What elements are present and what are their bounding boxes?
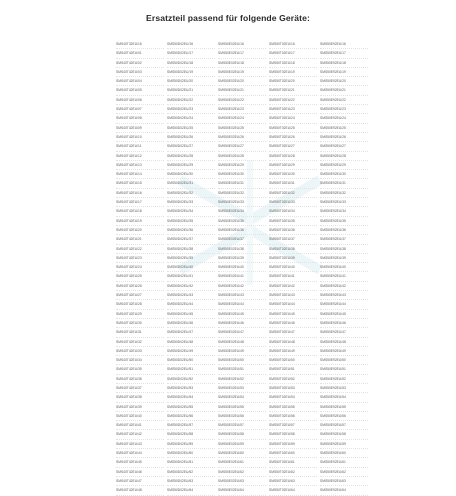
model-number: SMS40T42EU/26 [116,282,164,291]
model-number: SMS50E92EU/40 [320,263,368,272]
model-number: SMS50D02EU/35 [167,217,215,226]
model-number: SMS40T42EU/18 [116,207,164,216]
model-number: SMS40T42EU/42 [116,430,164,439]
model-number: SMS50T02EU/51 [269,365,317,374]
model-number: SMS50T02EU/17 [269,49,317,58]
model-number: SMS50T02EU/53 [269,384,317,393]
model-number: SMS50E02EU/50 [218,356,266,365]
model-number: SMS50E92EU/46 [320,319,368,328]
model-number: SMS50T02EU/24 [269,114,317,123]
model-number: SMS40T42EU/22 [116,245,164,254]
model-column [320,40,368,496]
model-number: SMS50E02EU/41 [218,272,266,281]
model-number: SMS50T02EU/27 [269,142,317,151]
model-number: SMS50T02EU/19 [269,68,317,77]
model-number: SMS50T02EU/60 [269,449,317,458]
model-number: SMS40T42EU/10 [116,133,164,142]
model-number: SMS50E02EU/29 [218,161,266,170]
model-number: SMS50D02EU/30 [167,170,215,179]
model-number: SMS40T42EU/30 [116,319,164,328]
model-number: SMS50E92EU/54 [320,393,368,402]
model-number: SMS50E92EU/57 [320,421,368,430]
model-number: SMS50T02EU/39 [269,254,317,263]
model-number: SMS50E02EU/58 [218,430,266,439]
model-number: SMS50D02EU/28 [167,152,215,161]
model-number: SMS50E02EU/42 [218,282,266,291]
model-number: SMS50D02EU/33 [167,198,215,207]
model-number: SMS50E92EU/48 [320,338,368,347]
model-number: SMS50D02EU/58 [167,430,215,439]
model-number: SMS50T02EU/30 [269,170,317,179]
model-number: SMS50E92EU/38 [320,245,368,254]
model-number: SMS50E92EU/53 [320,384,368,393]
model-number: SMS50E02EU/27 [218,142,266,151]
model-number: SMS50E92EU/17 [320,49,368,58]
model-number: SMS50E92EU/22 [320,96,368,105]
model-number: SMS50T02EU/32 [269,189,317,198]
model-number: SMS50D02EU/53 [167,384,215,393]
model-number: SMS50D02EU/34 [167,207,215,216]
model-number: SMS50T02EU/38 [269,245,317,254]
model-number: SMS40T42EU/25 [116,272,164,281]
model-number: SMS50E02EU/34 [218,207,266,216]
model-number: SMS50D02EU/47 [167,328,215,337]
model-number: SMS40T42EU/45 [116,458,164,467]
model-number: SMS50E02EU/39 [218,254,266,263]
model-number: SMS50T02EU/41 [269,272,317,281]
model-number: SMS50D02EU/64 [167,486,215,495]
model-number: SMS50E92EU/44 [320,300,368,309]
model-number: SMS50E92EU/37 [320,235,368,244]
model-number: SMS50T02EU/62 [269,468,317,477]
model-number: SMS50E92EU/52 [320,375,368,384]
model-number: SMS40T42EU/40 [116,412,164,421]
model-number: SMS50E02EU/31 [218,179,266,188]
model-number: SMS40T42EU/01 [116,49,164,58]
page-title: Ersatzteil passend für folgende Geräte: [146,13,310,23]
model-number: SMS50E92EU/59 [320,440,368,449]
model-number: SMS50E92EU/35 [320,217,368,226]
model-number: SMS50E92EU/58 [320,430,368,439]
model-number: SMS40T42EU/05 [116,86,164,95]
model-number: SMS50D02EU/55 [167,403,215,412]
model-number: SMS50E02EU/45 [218,310,266,319]
model-number: SMS40T32EU/16 [116,40,164,49]
model-number: SMS50D02EU/27 [167,142,215,151]
model-table [116,40,368,496]
model-number: SMS50D02EU/59 [167,440,215,449]
model-number: SMS50E02EU/38 [218,245,266,254]
model-number: SMS50E92EU/33 [320,198,368,207]
model-number: SMS50E02EU/51 [218,365,266,374]
model-number: SMS40T42EU/44 [116,449,164,458]
model-number: SMS50E92EU/23 [320,105,368,114]
model-number: SMS50T02EU/48 [269,338,317,347]
model-number: SMS50D02EU/57 [167,421,215,430]
model-number: SMS50T02EU/43 [269,291,317,300]
model-number: SMS40T42EU/43 [116,440,164,449]
model-number: SMS40T42EU/09 [116,124,164,133]
model-number: SMS50T02EU/46 [269,319,317,328]
model-number: SMS50T02EU/37 [269,235,317,244]
model-number: SMS50T02EU/42 [269,282,317,291]
model-number: SMS50E02EU/60 [218,449,266,458]
model-number: SMS50T02EU/64 [269,486,317,495]
model-number: SMS50D02EU/41 [167,272,215,281]
model-number: SMS50E92EU/20 [320,77,368,86]
model-number: SMS40T42EU/41 [116,421,164,430]
model-number: SMS50E02EU/59 [218,440,266,449]
model-number: SMS50E02EU/25 [218,124,266,133]
model-number: SMS50T02EU/29 [269,161,317,170]
model-number: SMS50D02EU/32 [167,189,215,198]
model-column [167,40,215,496]
model-number: SMS50D02EU/29 [167,161,215,170]
model-number: SMS50E92EU/60 [320,449,368,458]
model-number: SMS40T42EU/36 [116,375,164,384]
model-number: SMS50E02EU/53 [218,384,266,393]
model-number: SMS40T42EU/23 [116,254,164,263]
model-number: SMS40T42EU/38 [116,393,164,402]
model-number: SMS40T42EU/32 [116,338,164,347]
model-number: SMS50E92EU/27 [320,142,368,151]
model-number: SMS50E02EU/61 [218,458,266,467]
model-number: SMS50T02EU/45 [269,310,317,319]
model-number: SMS50D02EU/40 [167,263,215,272]
model-number: SMS50E92EU/30 [320,170,368,179]
model-number: SMS50E92EU/43 [320,291,368,300]
model-number: SMS40T42EU/29 [116,310,164,319]
model-number: SMS50E02EU/30 [218,170,266,179]
model-number: SMS50D02EU/21 [167,86,215,95]
model-number: SMS40T42EU/07 [116,105,164,114]
model-number: SMS50T02EU/50 [269,356,317,365]
model-number: SMS40T42EU/06 [116,96,164,105]
model-number: SMS50D02EU/24 [167,114,215,123]
model-number: SMS40T42EU/17 [116,198,164,207]
model-number: SMS50E92EU/41 [320,272,368,281]
model-number: SMS40T42EU/35 [116,365,164,374]
model-number: SMS50E92EU/63 [320,477,368,486]
model-number: SMS50T02EU/63 [269,477,317,486]
model-number: SMS50D02EU/61 [167,458,215,467]
model-number: SMS50E02EU/23 [218,105,266,114]
model-number: SMS50E92EU/51 [320,365,368,374]
model-number: SMS50T02EU/18 [269,59,317,68]
model-number: SMS50T02EU/58 [269,430,317,439]
model-number: SMS50T02EU/40 [269,263,317,272]
model-number: SMS50D02EU/23 [167,105,215,114]
model-number: SMS50E02EU/52 [218,375,266,384]
model-number: SMS50E92EU/34 [320,207,368,216]
model-number: SMS50D02EU/45 [167,310,215,319]
model-number: SMS50D02EU/42 [167,282,215,291]
model-number: SMS50E02EU/18 [218,59,266,68]
model-number: SMS50E02EU/40 [218,263,266,272]
model-number: SMS50E02EU/20 [218,77,266,86]
model-number: SMS50D02EU/62 [167,468,215,477]
model-number: SMS50E92EU/45 [320,310,368,319]
model-number: SMS40T42EU/37 [116,384,164,393]
model-number: SMS50T02EU/16 [269,40,317,49]
model-number: SMS50E92EU/16 [320,40,368,49]
model-number: SMS50D02EU/37 [167,235,215,244]
model-number: SMS50D02EU/31 [167,179,215,188]
model-number: SMS50E02EU/46 [218,319,266,328]
model-number: SMS40T42EU/20 [116,226,164,235]
model-number: SMS50D02EU/51 [167,365,215,374]
model-number: SMS50T02EU/44 [269,300,317,309]
model-number: SMS50D02EU/38 [167,245,215,254]
model-number: SMS40T42EU/39 [116,403,164,412]
model-number: SMS50E02EU/49 [218,347,266,356]
model-number: SMS50T02EU/26 [269,133,317,142]
model-number: SMS50D02EU/19 [167,68,215,77]
model-number: SMS50E92EU/29 [320,161,368,170]
model-number: SMS50E02EU/24 [218,114,266,123]
model-number: SMS50E02EU/33 [218,198,266,207]
model-number: SMS50D02EU/52 [167,375,215,384]
model-number: SMS50D02EU/16 [167,40,215,49]
model-number: SMS50E92EU/62 [320,468,368,477]
model-number: SMS50E92EU/39 [320,254,368,263]
model-number: SMS40T42EU/14 [116,170,164,179]
model-number: SMS50E92EU/61 [320,458,368,467]
model-number: SMS50D02EU/50 [167,356,215,365]
model-number: SMS40T42EU/13 [116,161,164,170]
model-number: SMS40T42EU/21 [116,235,164,244]
model-number: SMS50E02EU/44 [218,300,266,309]
model-number: SMS50E92EU/47 [320,328,368,337]
model-number: SMS50E02EU/48 [218,338,266,347]
model-number: SMS40T42EU/24 [116,263,164,272]
model-number: SMS50T02EU/25 [269,124,317,133]
model-number: SMS50E02EU/35 [218,217,266,226]
model-number: SMS50E02EU/57 [218,421,266,430]
model-number: SMS50D02EU/25 [167,124,215,133]
model-number: SMS50E02EU/63 [218,477,266,486]
model-number: SMS50E02EU/56 [218,412,266,421]
model-number: SMS50T02EU/34 [269,207,317,216]
model-number: SMS40T42EU/12 [116,152,164,161]
model-number: SMS50E92EU/31 [320,179,368,188]
model-number: SMS50T02EU/55 [269,403,317,412]
model-number: SMS40T42EU/47 [116,477,164,486]
model-number: SMS50T02EU/36 [269,226,317,235]
model-number: SMS50E92EU/19 [320,68,368,77]
model-number: SMS50E92EU/28 [320,152,368,161]
model-number: SMS50E02EU/19 [218,68,266,77]
model-number: SMS50E02EU/16 [218,40,266,49]
model-number: SMS50T02EU/28 [269,152,317,161]
model-number: SMS50D02EU/54 [167,393,215,402]
model-number: SMS40T42EU/27 [116,291,164,300]
model-column [218,40,266,496]
model-number: SMS50E92EU/18 [320,59,368,68]
model-number: SMS50T02EU/56 [269,412,317,421]
model-number: SMS50D02EU/22 [167,96,215,105]
model-number: SMS50E92EU/64 [320,486,368,495]
model-number: SMS50E92EU/56 [320,412,368,421]
model-number: SMS50D02EU/39 [167,254,215,263]
model-number: SMS50T02EU/31 [269,179,317,188]
model-number: SMS40T42EU/31 [116,328,164,337]
model-number: SMS50T02EU/61 [269,458,317,467]
model-number: SMS50E02EU/26 [218,133,266,142]
model-number: SMS40T42EU/48 [116,486,164,495]
model-number: SMS50T02EU/59 [269,440,317,449]
model-number: SMS40T42EU/02 [116,59,164,68]
model-number: SMS50D02EU/20 [167,77,215,86]
model-number: SMS50E02EU/62 [218,468,266,477]
model-number: SMS40T42EU/46 [116,468,164,477]
model-number: SMS50E92EU/21 [320,86,368,95]
model-number: SMS40T42EU/08 [116,114,164,123]
model-number: SMS50D02EU/36 [167,226,215,235]
model-number: SMS50T02EU/21 [269,86,317,95]
model-number: SMS50D02EU/43 [167,291,215,300]
model-number: SMS50E02EU/47 [218,328,266,337]
model-number: SMS50T02EU/49 [269,347,317,356]
model-number: SMS50E02EU/43 [218,291,266,300]
model-number: SMS50E02EU/22 [218,96,266,105]
model-number: SMS50E02EU/32 [218,189,266,198]
model-number: SMS40T42EU/15 [116,179,164,188]
model-number: SMS50D02EU/46 [167,319,215,328]
model-number: SMS50E92EU/25 [320,124,368,133]
model-number: SMS50D02EU/18 [167,59,215,68]
model-number: SMS50D02EU/60 [167,449,215,458]
model-number: SMS40T42EU/04 [116,77,164,86]
model-number: SMS50E02EU/64 [218,486,266,495]
model-number: SMS50E02EU/37 [218,235,266,244]
model-number: SMS50T02EU/47 [269,328,317,337]
model-number: SMS50E92EU/49 [320,347,368,356]
model-number: SMS50E92EU/26 [320,133,368,142]
model-number: SMS40T42EU/11 [116,142,164,151]
model-number: SMS50T02EU/23 [269,105,317,114]
model-number: SMS50D02EU/56 [167,412,215,421]
model-number: SMS50E02EU/17 [218,49,266,58]
model-number: SMS50E92EU/24 [320,114,368,123]
model-number: SMS40T42EU/28 [116,300,164,309]
model-number: SMS50E92EU/42 [320,282,368,291]
model-number: SMS50T02EU/22 [269,96,317,105]
model-number: SMS50T02EU/33 [269,198,317,207]
model-number: SMS50D02EU/44 [167,300,215,309]
model-number: SMS40T42EU/03 [116,68,164,77]
model-number: SMS50T02EU/54 [269,393,317,402]
model-number: SMS50D02EU/26 [167,133,215,142]
model-number: SMS50E02EU/28 [218,152,266,161]
model-number: SMS40T42EU/34 [116,356,164,365]
model-number: SMS50T02EU/52 [269,375,317,384]
model-number: SMS50E92EU/32 [320,189,368,198]
model-number: SMS50D02EU/17 [167,49,215,58]
model-number: SMS50T02EU/20 [269,77,317,86]
model-number: SMS50E02EU/55 [218,403,266,412]
model-number: SMS50T02EU/35 [269,217,317,226]
model-number: SMS50E92EU/55 [320,403,368,412]
model-number: SMS50T02EU/57 [269,421,317,430]
model-column [116,40,164,496]
model-number: SMS40T42EU/19 [116,217,164,226]
model-column [269,40,317,496]
model-number: SMS40T42EU/16 [116,189,164,198]
model-number: SMS40T42EU/33 [116,347,164,356]
model-number: SMS50E02EU/36 [218,226,266,235]
model-number: SMS50D02EU/49 [167,347,215,356]
model-number: SMS50E92EU/36 [320,226,368,235]
model-number: SMS50D02EU/63 [167,477,215,486]
model-number: SMS50E02EU/21 [218,86,266,95]
model-number: SMS50D02EU/48 [167,338,215,347]
model-number: SMS50E02EU/54 [218,393,266,402]
model-number: SMS50E92EU/50 [320,356,368,365]
